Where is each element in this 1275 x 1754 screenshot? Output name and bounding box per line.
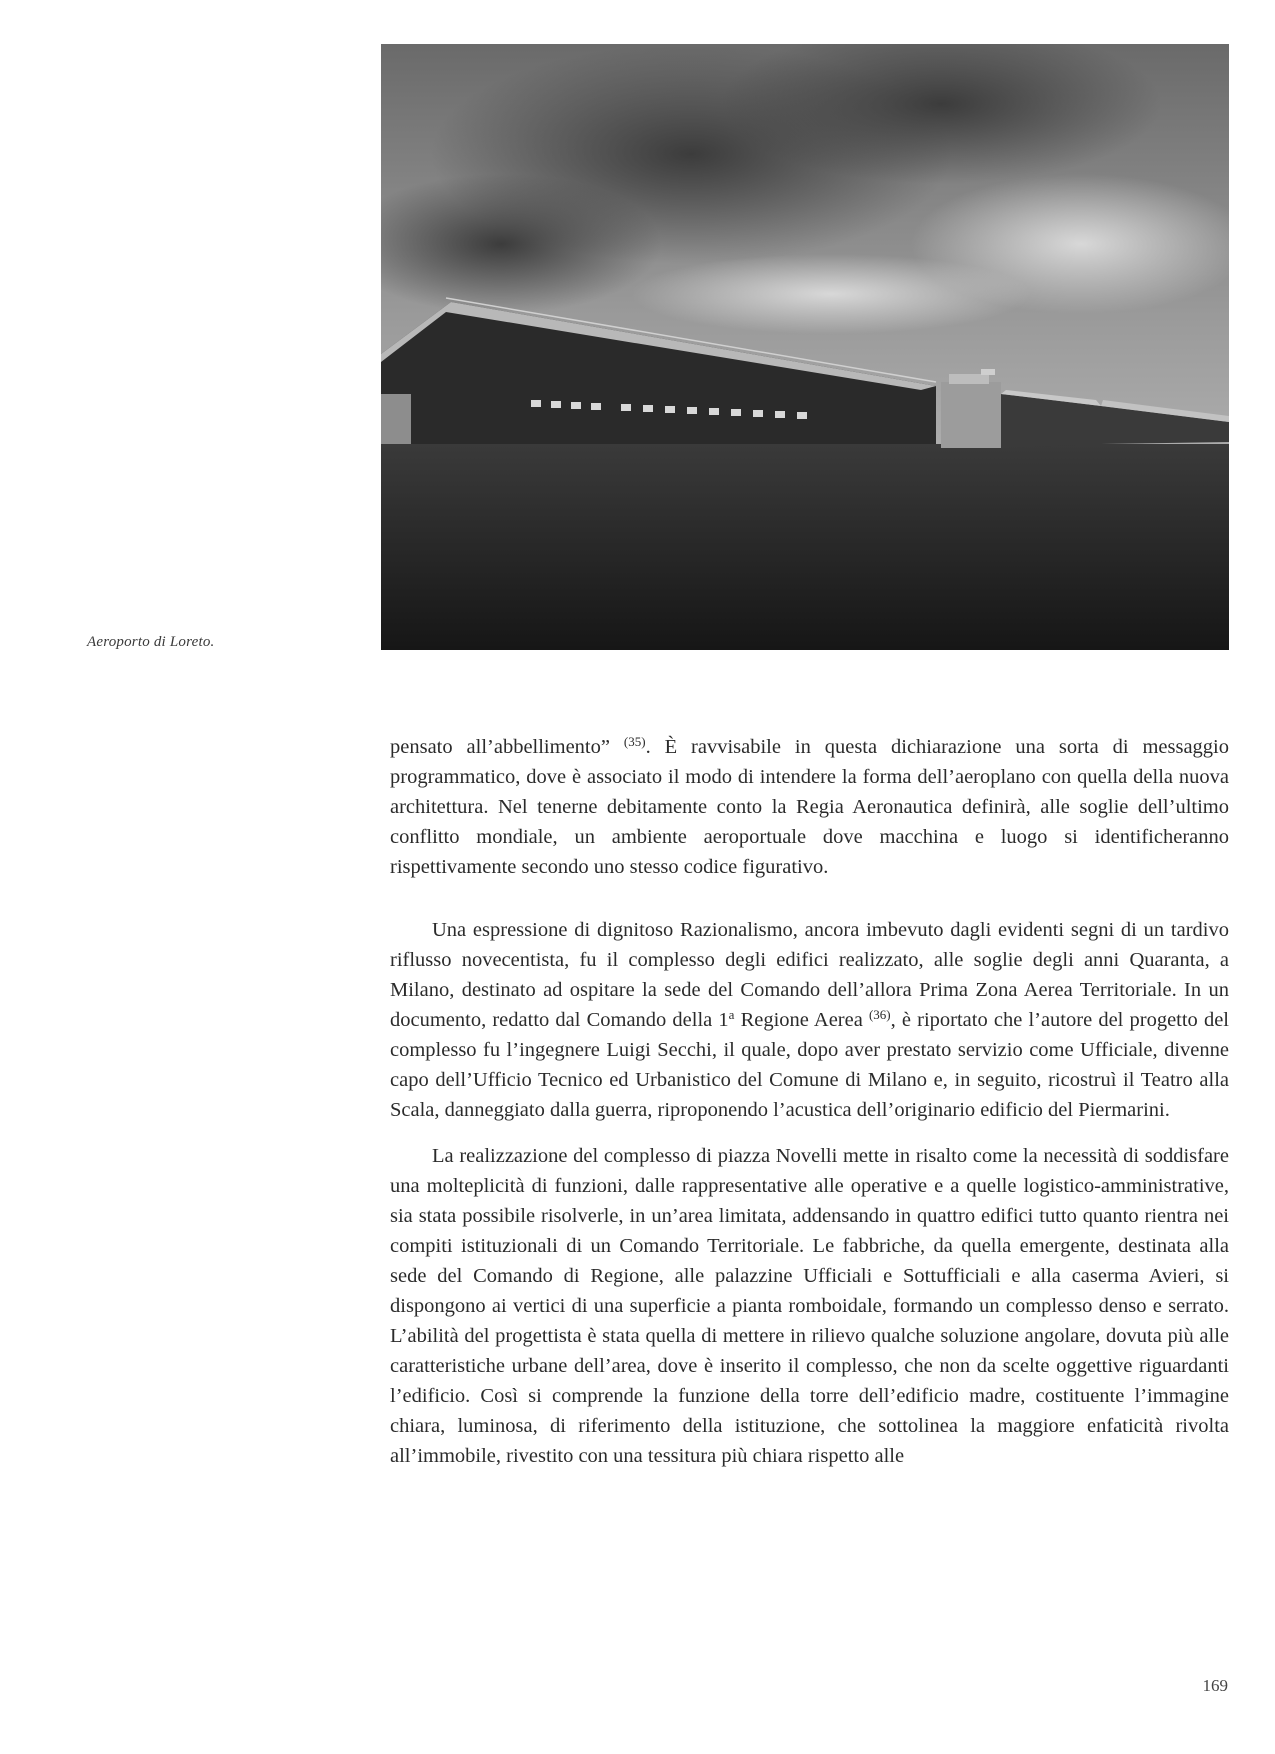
article-body (390, 732, 1229, 1471)
paragraph-3: La realizzazione del complesso di piazza Novelli mette in risalto come la necessità di soddisfare una molteplicità di funzioni, dalle rappresentative alle operative e a quelle logistico-amministrative, sia stata possibile risolverle, in un’area limitata, addensando in quattro edifici tutto quanto rientra nei compiti istituzionali di un Comando Territoriale. Le fabbriche, da quella emergente, destinata alla sede del Comando di Regione, alle palazzine Ufficiali e Sottufficiali e alla caserma Avieri, si dispongono ai vertici di una superficie a pianta romboidale, formando un complesso denso e serrato. L’abilità del progettista è stata quella di mettere in rilievo qualche soluzione angolare, dovuta più alle caratteristiche urbane dell’area, dove è inserito il complesso, che non da scelte oggettive riguardanti l’edificio. Così si comprende la funzione della torre dell’edificio madre, costituente l’immagine chiara, luminosa, di riferimento della istituzione, che sottolinea la maggiore enfaticità rivolta all’immobile, rivestito con una tessitura più chiara rispetto alle (390, 1145, 1229, 1467)
paragraph-1: pensato all’abbellimento” $^{(35)}$. È ravvisabile in questa dichiarazione una sorta di messaggio programmatico, dove è associato il modo di intendere la forma dell’aeroplano con quella della nuova architettura. Nel tenerne debitamente conto la Regia Aeronautica definirà, alle soglie dell’ultimo conflitto mondiale, un ambiente aeroportuale dove macchina e luogo si identificheranno rispettivamente secondo uno stesso codice figurativo. (390, 734, 1230, 878)
page-number: 169 (1202, 1676, 1228, 1695)
photo-airport-hangars-icon (381, 44, 1229, 650)
footnote-ref-36: (36) (868, 1007, 891, 1022)
footnote-ref-35: (35) (623, 734, 646, 749)
paragraph-2: Una espressione di dignitoso Razionalismo, ancora imbevuto dagli evidenti segni di un tardivo riflusso novecentista, fu il complesso degli edifici realizzato, alle soglie degli anni Quaranta, a Milano, destinato ad ospitare la sede del Comando dell’allora Prima Zona Aerea Territoriale. In un documento, redatto dal Comando della 1$^a$ Regione Aerea $^{(36)}$, è riportato che l’autore del progetto del complesso fu l’ingegnere Luigi Secchi, il quale, dopo aver prestato servizio come Ufficiale, divenne capo dell’Ufficio Tecnico ed Urbanistico del Comune di Milano e, in seguito, ricostruì il Teatro alla Scala, danneggiato dalla guerra, riproponendo l’acustica dell’originario edificio del Piermarini. (390, 919, 1229, 1121)
superscript-a: a (728, 1007, 735, 1022)
figure-caption: Aeroporto di Loreto. (87, 634, 215, 650)
airport-photo (381, 44, 1229, 650)
